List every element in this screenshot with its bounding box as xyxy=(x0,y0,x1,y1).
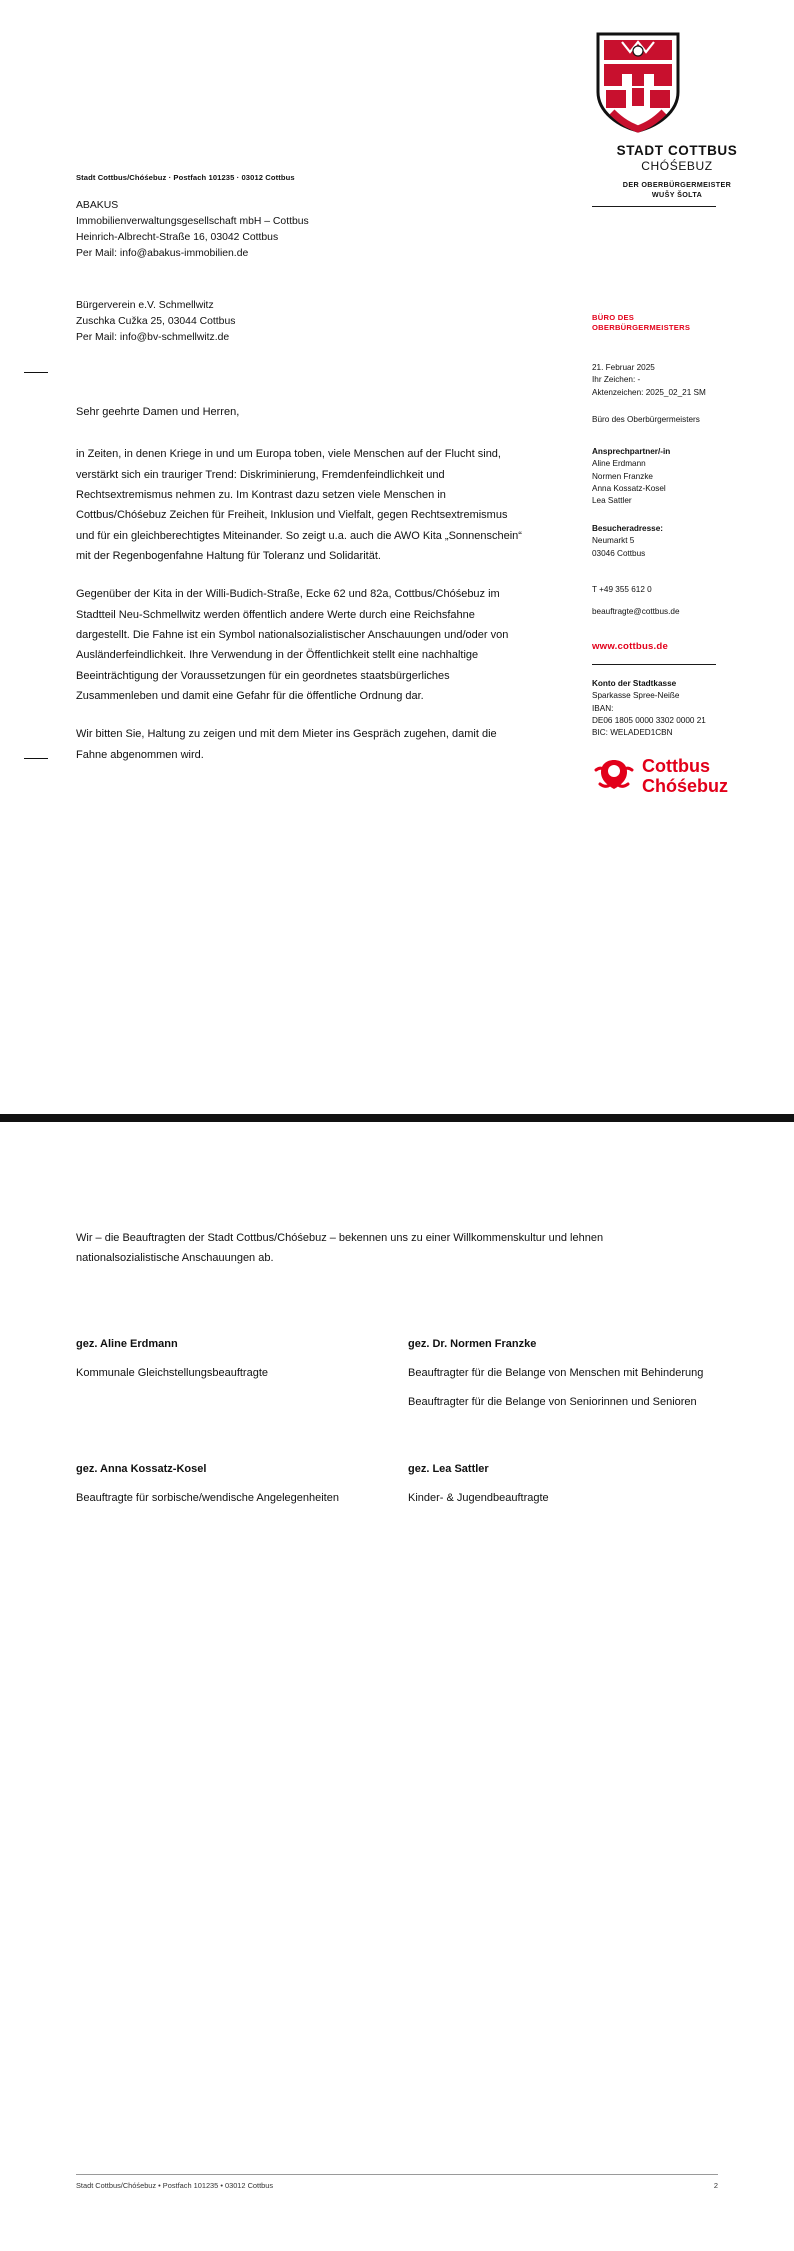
website-url[interactable]: www.cottbus.de xyxy=(592,641,668,652)
recipient-1-line-2: Heinrich-Albrecht-Straße 16, 03042 Cottbus xyxy=(76,232,279,244)
logo-text-line1: Cottbus xyxy=(642,756,710,776)
contact-block xyxy=(592,446,772,507)
office-label-line2: OBERBÜRGERMEISTERS xyxy=(592,323,691,333)
visit-address-line-1: Neumarkt 5 xyxy=(592,536,635,546)
contact-name-4: Lea Sattler xyxy=(592,496,632,506)
signature-grid xyxy=(76,1335,706,1556)
signer-name: gez. Aline Erdmann xyxy=(76,1338,178,1350)
letter-date: 21. Februar 2025 xyxy=(592,363,655,372)
visit-address-heading: Besucheradresse: xyxy=(592,524,663,533)
fold-mark-upper xyxy=(24,372,48,373)
recipient-2-line-1: Zuschka Cužka 25, 03044 Cottbus xyxy=(76,316,236,328)
file-reference: Aktenzeichen: 2025_02_21 SM xyxy=(592,387,706,397)
recipient-1-line-3: Per Mail: info@abakus-immobilien.de xyxy=(76,248,249,260)
recipient-block-2 xyxy=(76,298,235,346)
contact-name-2: Normen Franzke xyxy=(592,471,653,481)
letter-salutation: Sehr geehrte Damen und Herren, xyxy=(76,406,240,418)
date-reference-block xyxy=(592,362,772,399)
signature-row xyxy=(76,1335,706,1422)
cottbus-coat-of-arms-icon xyxy=(592,30,684,134)
letter-paragraph-3: Wir bitten Sie, Haltung zu zeigen und mit dem Mieter ins Gespräch zugehen, damit die Fahne abgenommen wird. xyxy=(76,728,497,761)
recipient-2-name: Bürgerverein e.V. Schmellwitz xyxy=(76,300,214,311)
bank-heading: Konto der Stadtkasse xyxy=(592,679,677,688)
signer-role: Kommunale Gleichstellungsbeauftragte xyxy=(76,1366,269,1379)
city-name-line1: STADT COTTBUS xyxy=(616,143,738,158)
fold-mark-lower xyxy=(24,758,48,759)
signer-role: Beauftragte für sorbische/wendische Angelegenheiten xyxy=(76,1491,339,1504)
header-divider xyxy=(592,206,716,207)
signer-name: gez. Anna Kossatz-Kosel xyxy=(76,1462,207,1475)
recipient-1-name: ABAKUS xyxy=(76,200,119,211)
contact-name-3: Anna Kossatz-Kosel xyxy=(592,483,666,493)
signature-block-2 xyxy=(408,1335,704,1422)
email-address[interactable]: beauftragte@cottbus.de xyxy=(592,607,680,616)
phone-number: T +49 355 612 0 xyxy=(592,585,652,594)
signer-role: Beauftragter für die Belange von Menschen mit Behinderung xyxy=(408,1366,704,1379)
contact-name-1: Aline Erdmann xyxy=(592,459,646,469)
signer-name: gez. Lea Sattler xyxy=(408,1462,489,1475)
letter-paragraph-2: Gegenüber der Kita in der Willi-Budich-Straße, Ecke 62 und 82a, Cottbus/Chóśebuz im Stadtteil Neu-Schmellwitz werden öffentlich andere Werte durch eine Reichsfahne dargestellt. Die Fahne ist ein Symbol nationalsozialistischer Anschauungen und/oder von Ausländerfeindlichkeit. Ihre Verwendung in der Öffentlichkeit stellt eine nachhaltige Beeinträchtigung der Voraussetzungen für ein geordnetes staatsbürgerliches Zusammenleben und damit eine Gefahr für die öffentliche Ordnung dar. xyxy=(76,588,509,703)
recipient-1-line-1: Immobilienverwaltungsgesellschaft mbH – Cottbus xyxy=(76,216,309,228)
cottbus-brand-logo xyxy=(592,752,762,820)
bank-line-3: DE06 1805 0000 3302 0000 21 xyxy=(592,715,706,725)
signature-block-4 xyxy=(408,1460,704,1518)
visit-address-block xyxy=(592,523,772,560)
bank-line-2: IBAN: xyxy=(592,703,614,713)
page-divider-band xyxy=(0,1114,794,1122)
letter-body xyxy=(76,402,522,783)
your-reference: Ihr Zeichen: - xyxy=(592,375,641,385)
logo-text-line2: Chóśebuz xyxy=(642,776,729,797)
letter-paragraph-1: in Zeiten, in denen Kriege in und um Europa toben, viele Menschen auf der Flucht sind, verstärkt sich ein trauriger Trend: Diskriminierung, Fremdenfeindlichkeit und Rechtsextremismus nehmen zu. Im Kontrast dazu setzen viele Menschen in Cottbus/Chóśebuz Zeichen für Freiheit, Inklusion und Vielfalt, gegen Rechtsextremismus und für ein gleichberechtigtes Miteinander. So zeigt u.a. auch die AWO Kita „Sonnenschein“ mit der Regenbogenfahne Haltung für Toleranz und Solidarität. xyxy=(76,448,522,563)
bank-line-1: Sparkasse Spree-Neiße xyxy=(592,691,680,701)
contact-heading: Ansprechpartner/-in xyxy=(592,447,671,456)
city-name-block xyxy=(592,143,762,173)
signature-row xyxy=(76,1460,706,1518)
visit-address-line-2: 03046 Cottbus xyxy=(592,548,646,558)
city-subtitle-line1: DER OBERBÜRGERMEISTER xyxy=(622,180,732,189)
return-address-line: Stadt Cottbus/Chóśebuz · Postfach 101235 · 03012 Cottbus xyxy=(76,173,295,182)
signature-block-1 xyxy=(76,1335,372,1422)
city-subtitle-line2: WUŠY ŠOLTA xyxy=(651,189,703,199)
page2-intro-paragraph: Wir – die Beauftragten der Stadt Cottbus/Chóśebuz – bekennen uns zu einer Willkommenskultur und lehnen nationalsozialistische Anschauungen ab. xyxy=(76,1232,604,1265)
signature-block-3 xyxy=(76,1460,372,1518)
recipient-2-line-2: Per Mail: info@bv-schmellwitz.de xyxy=(76,332,230,344)
office-label xyxy=(592,313,772,334)
cottbus-crab-logo-icon xyxy=(592,754,636,798)
footer-address: Stadt Cottbus/Chóśebuz • Postfach 101235 • 03012 Cottbus xyxy=(76,2181,274,2190)
city-subtitle-block xyxy=(592,180,762,199)
footer-page-number: 2 xyxy=(713,2181,718,2190)
signer-name: gez. Dr. Normen Franzke xyxy=(408,1338,537,1350)
bank-line-4: BIC: WELADED1CBN xyxy=(592,728,673,738)
recipient-block-1 xyxy=(76,198,309,263)
signer-role: Kinder- & Jugendbeauftragte xyxy=(408,1491,549,1504)
footer-divider xyxy=(76,2174,718,2175)
logo-wordmark xyxy=(642,756,728,796)
department-line: Büro des Oberbürgermeisters xyxy=(592,415,700,424)
bank-details-block xyxy=(592,678,772,739)
signer-role-secondary: Beauftragter für die Belange von Seniorinnen und Senioren xyxy=(408,1395,697,1408)
sidebar-divider xyxy=(592,664,716,665)
office-label-line1: BÜRO DES xyxy=(592,313,635,322)
city-name-line2: CHÓŚEBUZ xyxy=(641,159,713,173)
